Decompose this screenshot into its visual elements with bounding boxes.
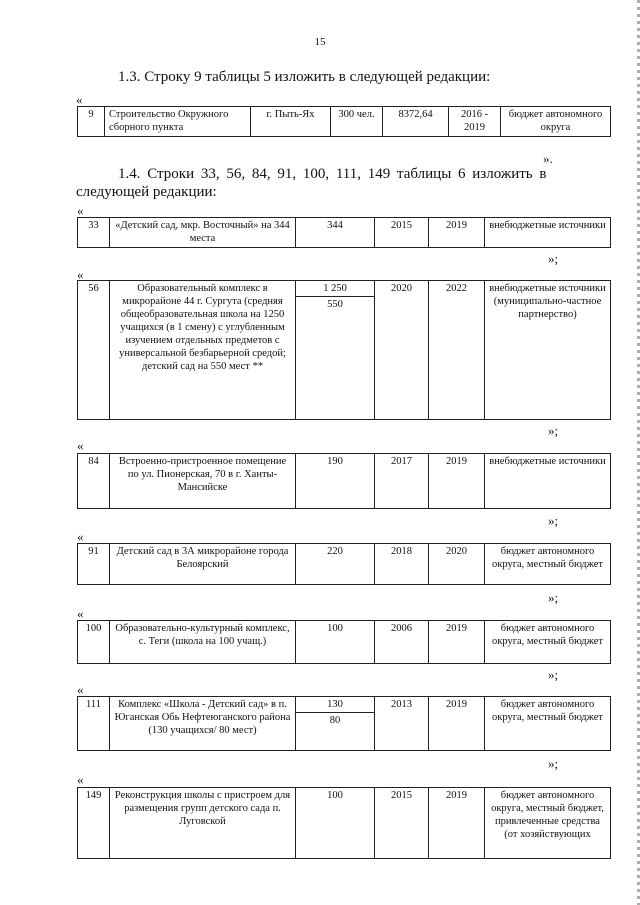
capacity — [296, 544, 375, 585]
start-year: 2020 — [375, 281, 429, 420]
start-year: 2017 — [375, 454, 429, 509]
row-number: 100 — [78, 621, 110, 664]
open-quote: « — [77, 203, 84, 218]
capacity: 300 чел. — [331, 107, 383, 137]
object-name: Строительство Окружного сборного пункта — [105, 107, 251, 137]
funding-source: бюджет автономного округа, местный бюджет — [485, 697, 611, 751]
table6-row — [77, 543, 611, 585]
capacity — [296, 621, 375, 664]
row-number: 149 — [78, 788, 110, 859]
table6-row — [77, 620, 611, 664]
capacity — [296, 454, 375, 509]
funding-source: внебюджетные источники (муниципально-частное партнерство) — [485, 281, 611, 420]
object-name: Встроенно-пристроенное помещение по ул. Пионерская, 70 в г. Ханты-Мансийске — [110, 454, 296, 509]
end-year: 2019 — [429, 788, 485, 859]
table5-row-9 — [77, 106, 611, 137]
close-quote: ». — [543, 151, 553, 166]
capacity-secondary: 80 — [329, 715, 341, 726]
open-quote: « — [77, 267, 84, 282]
funding-source: внебюджетные источники — [485, 218, 611, 248]
open-quote: « — [77, 682, 84, 697]
row-number: 9 — [78, 107, 105, 137]
close-quote: »; — [548, 513, 559, 528]
table6-row — [77, 280, 611, 420]
funding-source: внебюджетные источники — [485, 454, 611, 509]
row-number: 91 — [78, 544, 110, 585]
end-year: 2019 — [429, 454, 485, 509]
close-quote: »; — [548, 251, 559, 266]
capacity — [296, 281, 375, 420]
capacity-total: 344 — [327, 220, 343, 231]
open-quote: « — [77, 438, 84, 453]
period: 2016 - 2019 — [449, 107, 501, 137]
end-year: 2022 — [429, 281, 485, 420]
end-year: 2019 — [429, 697, 485, 751]
row-number: 84 — [78, 454, 110, 509]
object-name: Реконструкция школы с пристроем для размещения групп детского сада п. Луговской — [110, 788, 296, 859]
capacity-total: 190 — [327, 456, 343, 467]
open-quote: « — [76, 92, 83, 107]
capacity-total: 220 — [327, 546, 343, 557]
end-year: 2019 — [429, 218, 485, 248]
close-quote: »; — [548, 756, 559, 771]
location: г. Пыть-Ях — [251, 107, 331, 137]
start-year: 2013 — [375, 697, 429, 751]
row-number: 111 — [78, 697, 110, 751]
section-14-heading-cont: следующей редакции: — [76, 184, 217, 200]
object-name: Образовательно-культурный комплекс, с. Теги (школа на 100 учащ.) — [110, 621, 296, 664]
row-number: 33 — [78, 218, 110, 248]
cost: 8372,64 — [383, 107, 449, 137]
funding-source: бюджет автономного округа, местный бюджет, привлеченные средства (от хозяйствующих — [485, 788, 611, 859]
page-number: 15 — [314, 36, 326, 48]
object-name: Детский сад в 3А микрорайоне города Белоярский — [110, 544, 296, 585]
capacity — [296, 697, 375, 751]
close-quote: »; — [548, 590, 559, 605]
table6-row — [77, 217, 611, 248]
section-14-heading: 1.4. Строки 33, 56, 84, 91, 100, 111, 149 таблицы 6 изложить в — [118, 166, 547, 182]
object-name: Образовательный комплекс в микрорайоне 44 г. Сургута (средняя общеобразовательная школа на 1250 учащихся (в 1 смену) с углубленным изучением отдельных предметов с универсальной безбарьерной средой; детский сад на 550 мест ** — [110, 281, 296, 420]
start-year: 2015 — [375, 218, 429, 248]
object-name: «Детский сад, мкр. Восточный» на 344 места — [110, 218, 296, 248]
open-quote: « — [77, 606, 84, 621]
section-13-heading: 1.3. Строку 9 таблицы 5 изложить в следующей редакции: — [118, 69, 491, 85]
funding-source: бюджет автономного округа, местный бюджет — [485, 544, 611, 585]
capacity-total: 100 — [327, 623, 343, 634]
capacity — [296, 218, 375, 248]
funding-source: бюджет автономного округа — [501, 107, 611, 137]
table6-row — [77, 696, 611, 751]
capacity-total: 1 250 — [296, 281, 374, 297]
row-number: 56 — [78, 281, 110, 420]
start-year: 2018 — [375, 544, 429, 585]
start-year: 2015 — [375, 788, 429, 859]
start-year: 2006 — [375, 621, 429, 664]
open-quote: « — [77, 529, 84, 544]
capacity-total: 100 — [327, 790, 343, 801]
funding-source: бюджет автономного округа, местный бюджет — [485, 621, 611, 664]
table6-row — [77, 453, 611, 509]
end-year: 2020 — [429, 544, 485, 585]
close-quote: »; — [548, 423, 559, 438]
open-quote: « — [77, 772, 84, 787]
capacity-total: 130 — [296, 697, 374, 713]
end-year: 2019 — [429, 621, 485, 664]
close-quote: »; — [548, 667, 559, 682]
capacity-secondary: 550 — [327, 299, 343, 310]
capacity — [296, 788, 375, 859]
table6-row — [77, 787, 611, 859]
object-name: Комплекс «Школа - Детский сад» в п. Юганская Обь Нефтеюганского района (130 учащихся/ 80 мест) — [110, 697, 296, 751]
